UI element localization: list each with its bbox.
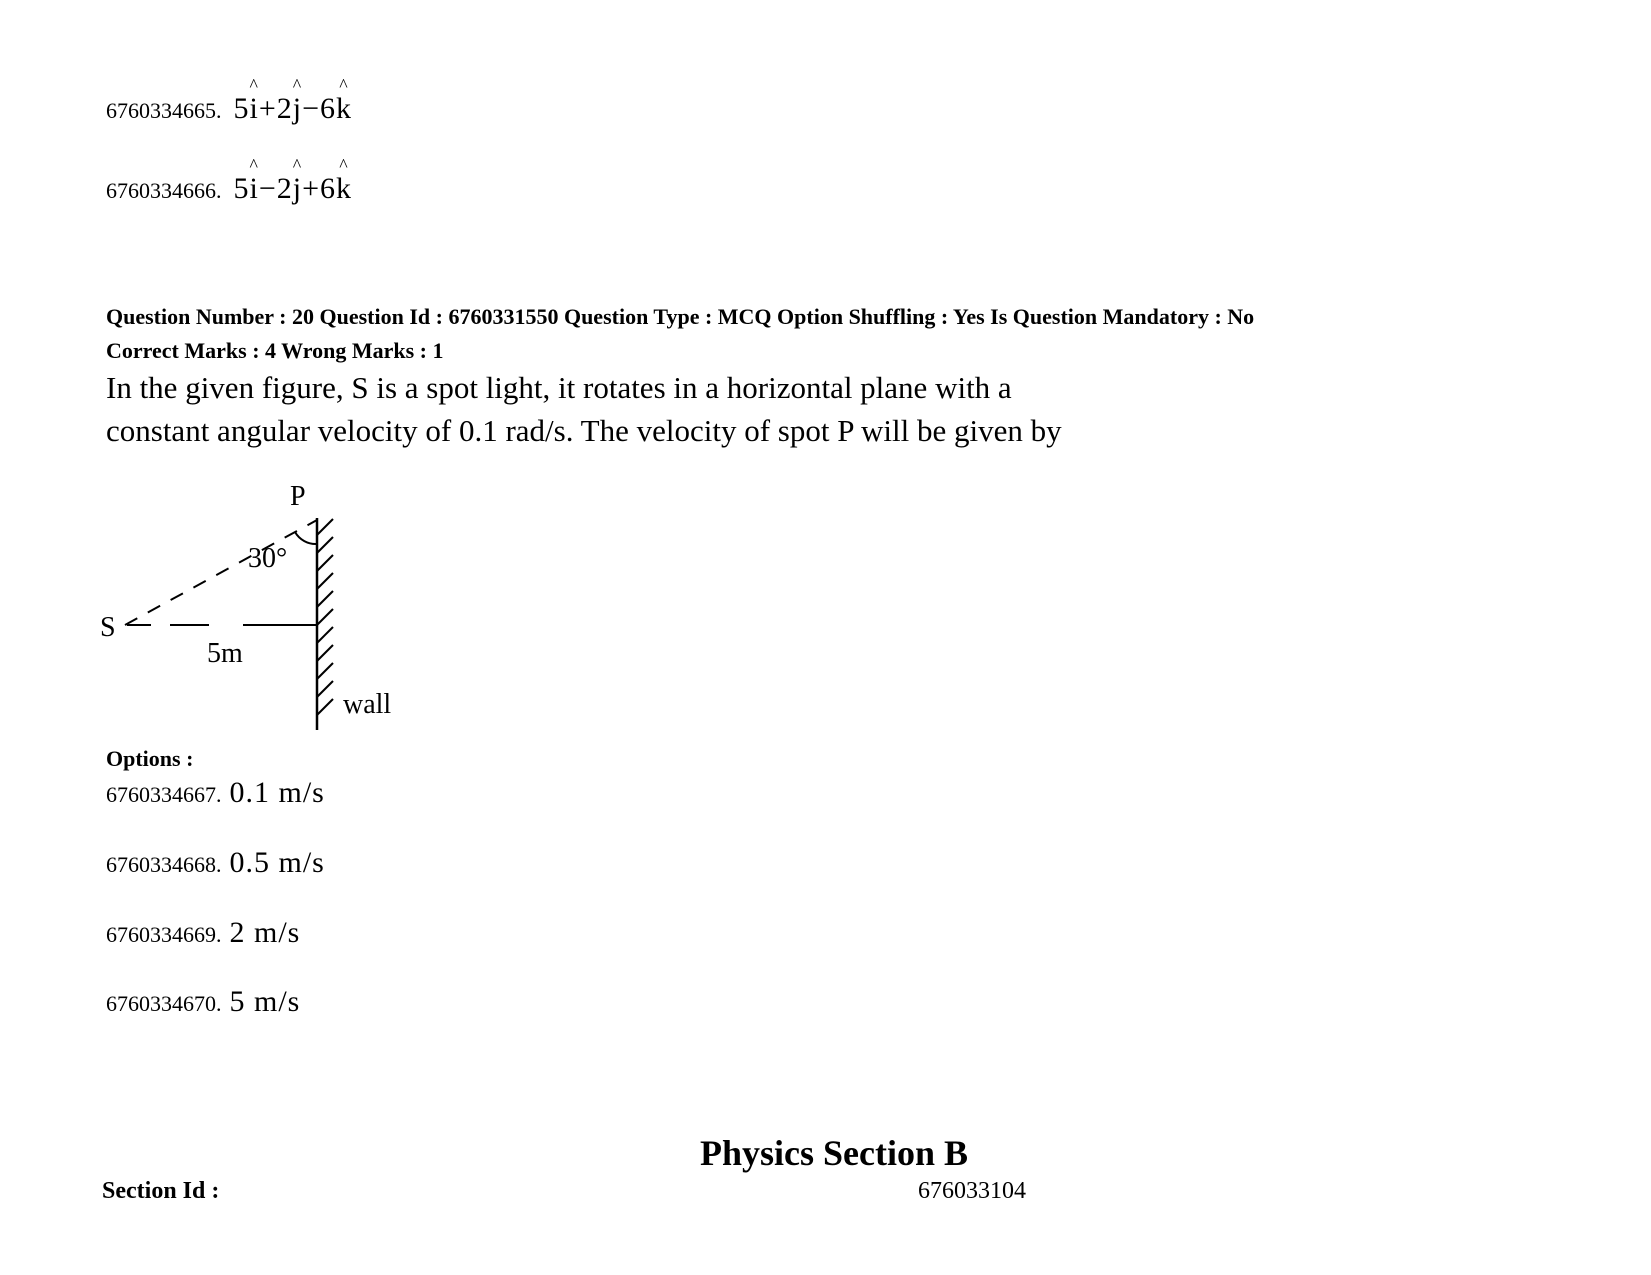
wall-hatching	[317, 519, 333, 715]
vector-expression: 5^ i−2^ j+6^ k	[234, 172, 353, 205]
option-id: 6760334668.	[106, 852, 222, 877]
option-id: 6760334665.	[106, 98, 222, 123]
option-row	[106, 985, 300, 1019]
vector-expression: 5^ i+2^ j−6^ k	[234, 92, 353, 125]
light-beam	[125, 520, 317, 625]
section-title: Physics Section B	[700, 1133, 969, 1173]
option-id: 6760334669.	[106, 922, 222, 947]
option-value: 5 m/s	[229, 985, 301, 1018]
label-angle: 30°	[248, 543, 288, 574]
option-value: 2 m/s	[229, 916, 301, 949]
options-label: Options :	[106, 746, 194, 771]
question-meta: Question Number : 20 Question Id : 6760331550 Question Type : MCQ Option Shuffling : Yes Is Question Mandatory : No	[106, 304, 1255, 329]
section-id-value: 676033104	[918, 1178, 1026, 1204]
question-text-line2: constant angular velocity of 0.1 rad/s. The velocity of spot P will be given by	[106, 413, 1062, 448]
option-value: 0.1 m/s	[229, 776, 325, 809]
option-id: 6760334670.	[106, 991, 222, 1016]
prev-option-row	[106, 92, 352, 126]
prev-option-row	[106, 172, 352, 206]
question-text-line1: In the given figure, S is a spot light, it rotates in a horizontal plane with a	[106, 370, 1012, 405]
section-id-label: Section Id :	[102, 1178, 220, 1204]
label-s: S	[100, 612, 116, 643]
option-value: 0.5 m/s	[229, 846, 325, 879]
label-distance: 5m	[207, 638, 243, 669]
option-row	[106, 776, 325, 810]
option-id: 6760334666.	[106, 178, 222, 203]
option-id: 6760334667.	[106, 782, 222, 807]
option-row	[106, 916, 300, 950]
option-row	[106, 846, 325, 880]
angle-arc	[295, 532, 317, 544]
marks-meta: Correct Marks : 4 Wrong Marks : 1	[106, 338, 444, 363]
label-p: P	[290, 481, 306, 512]
label-wall: wall	[343, 689, 392, 720]
question-figure	[95, 480, 425, 735]
